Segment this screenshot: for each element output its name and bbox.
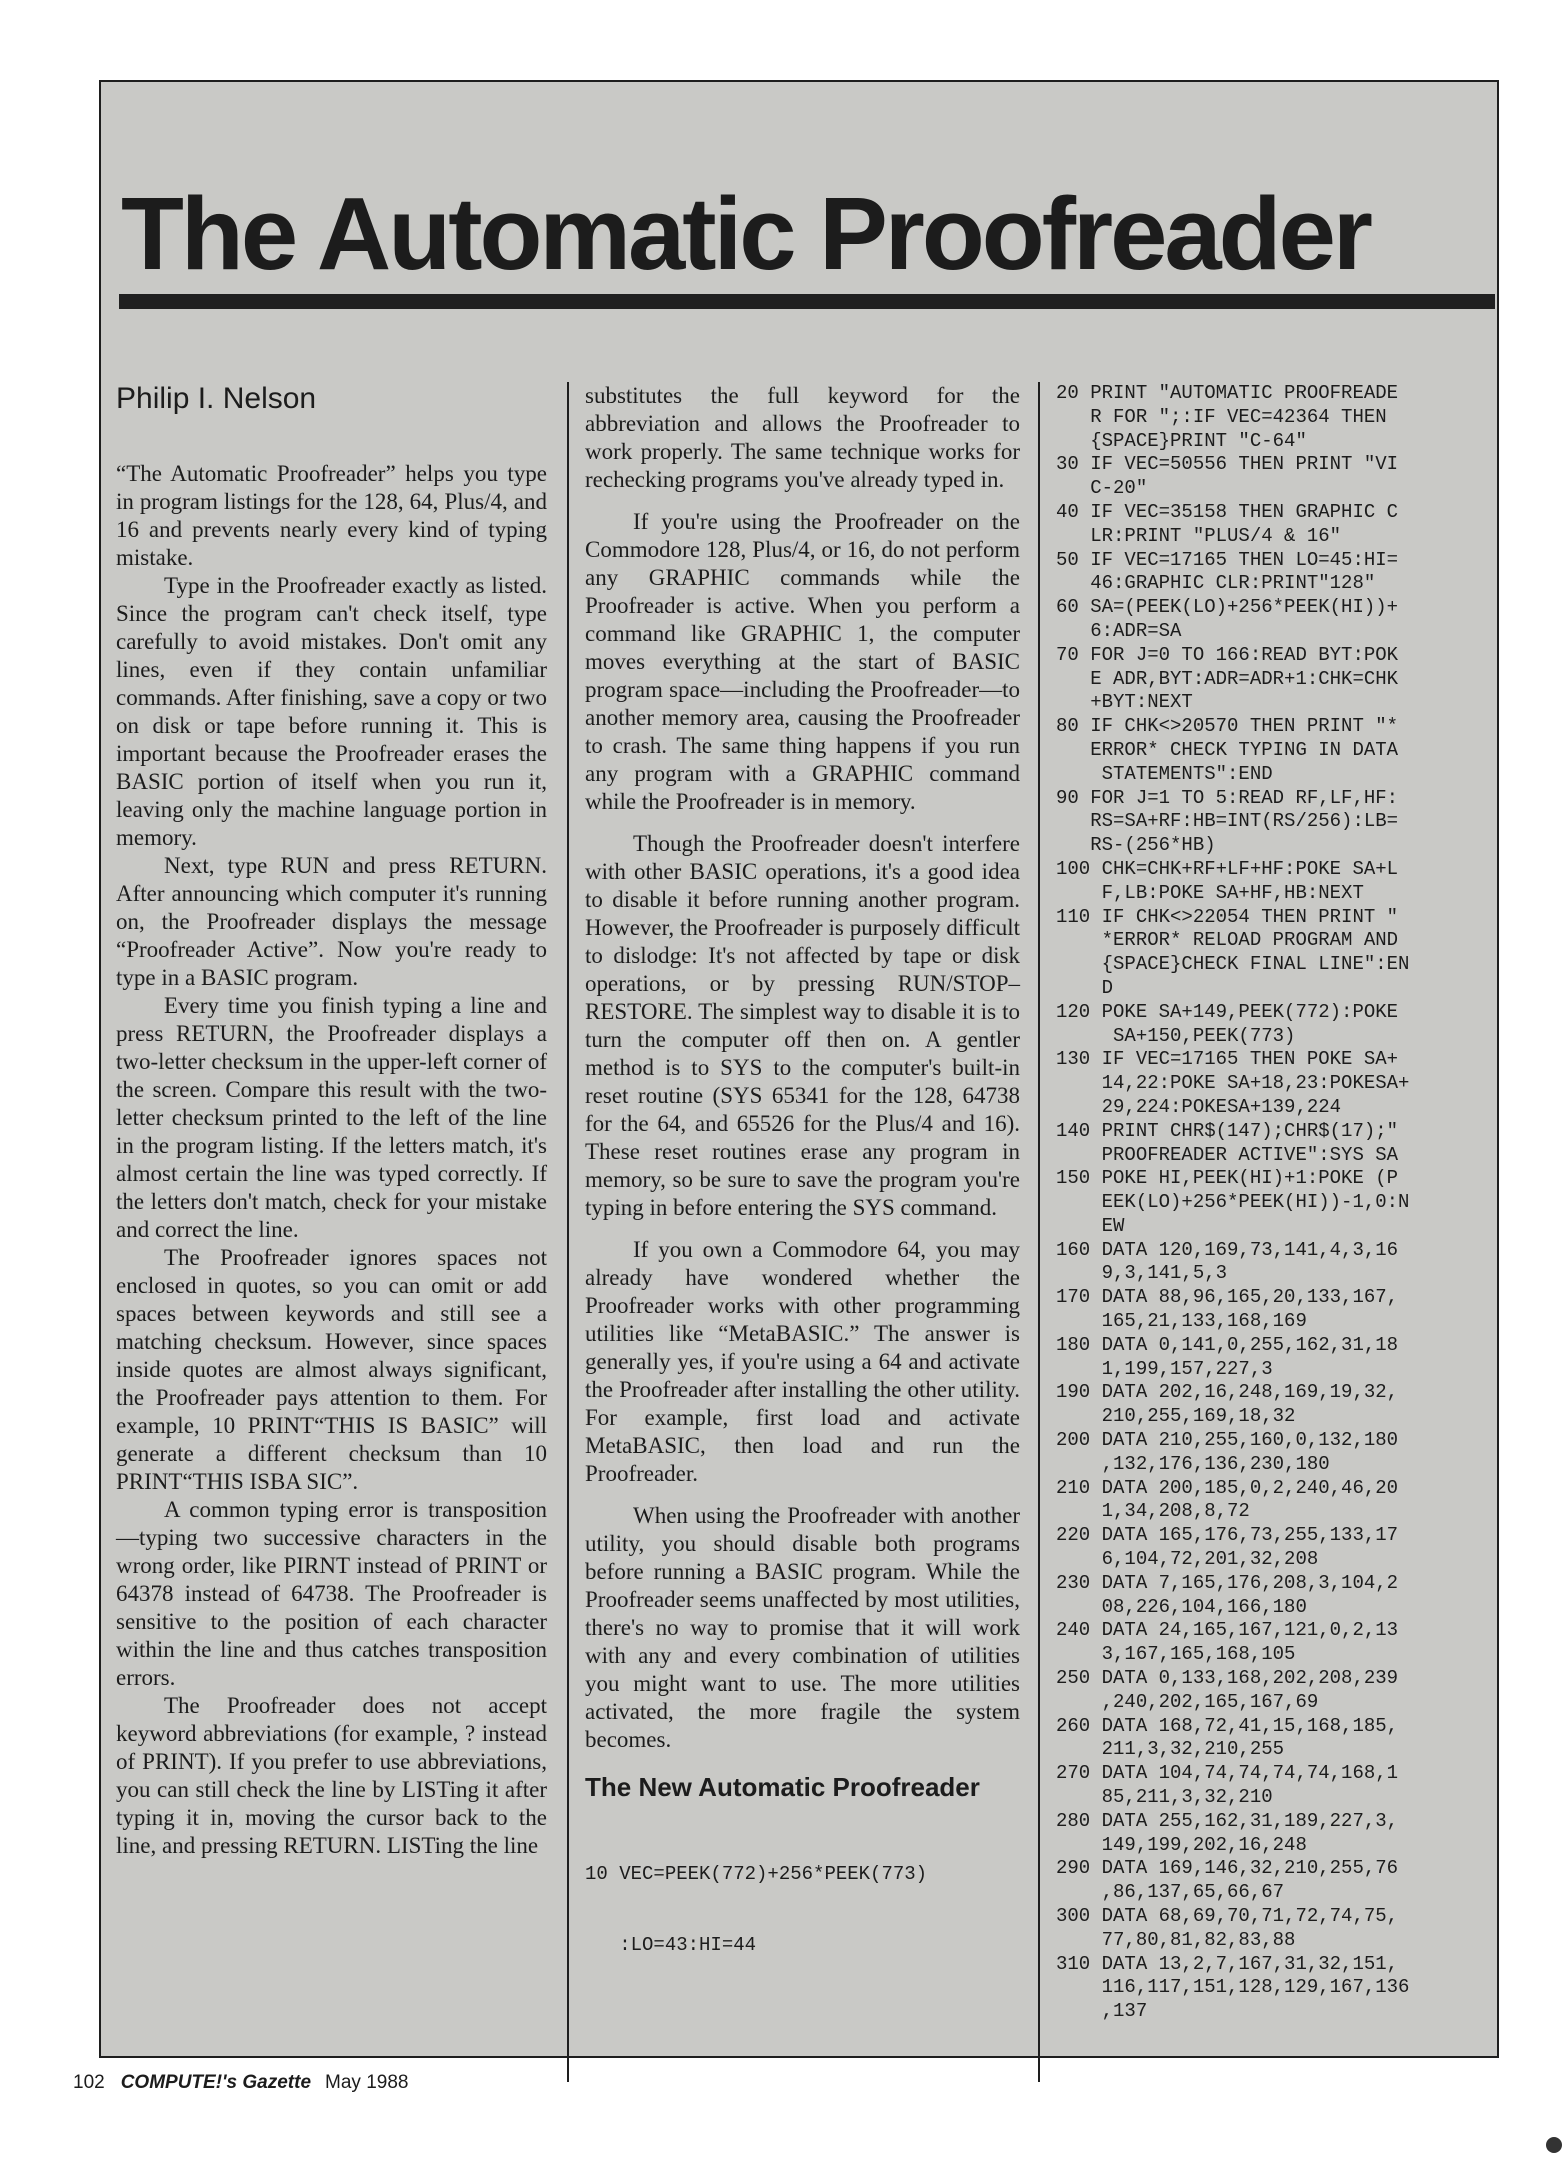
code-line: RS-(256*HB) [1056, 834, 1216, 857]
code-line: ,137 [1056, 2000, 1148, 2023]
code-line: *ERROR* RELOAD PROGRAM AND [1056, 929, 1399, 952]
code-line: EEK(LO)+256*PEEK(HI))-1,0:N [1056, 1191, 1410, 1214]
code-line: C-20" [1056, 477, 1148, 500]
code-line: 200 DATA 210,255,160,0,132,180 [1056, 1429, 1399, 1452]
end-of-article-icon [1546, 2137, 1562, 2153]
listing-subhead: The New Automatic Proofreader [585, 1772, 980, 1802]
code-line: 160 DATA 120,169,73,141,4,3,16 [1056, 1238, 1399, 1261]
code-line: 150 POKE HI,PEEK(HI)+1:POKE (P [1056, 1167, 1399, 1190]
code-line: 210 DATA 200,185,0,2,240,46,20 [1056, 1476, 1399, 1499]
code-line: 120 POKE SA+149,PEEK(772):POKE [1056, 1000, 1399, 1023]
code-line: 80 IF CHK<>20570 THEN PRINT "* [1056, 715, 1399, 738]
code-line: E ADR,BYT:ADR=ADR+1:CHK=CHK [1056, 667, 1399, 690]
code-line: 230 DATA 7,165,176,208,3,104,2 [1056, 1571, 1399, 1594]
code-line: 180 DATA 0,141,0,255,162,31,18 [1056, 1333, 1399, 1356]
code-line: +BYT:NEXT [1056, 691, 1193, 714]
code-line: LR:PRINT "PLUS/4 & 16" [1056, 524, 1342, 547]
code-line: 280 DATA 255,162,31,189,227,3, [1056, 1809, 1399, 1832]
code-line: 90 FOR J=1 TO 5:READ RF,LF,HF: [1056, 786, 1399, 809]
magazine-name: COMPUTE!'s Gazette [120, 2072, 312, 2093]
code-line: 220 DATA 165,176,73,255,133,17 [1056, 1524, 1399, 1547]
code-line: SA+150,PEEK(773) [1056, 1024, 1296, 1047]
paragraph: “The Automatic Proofreader” helps you type in program listings for the 128, 64, Plus/4, and 16 and prevents nearly every kind of typing mistake. [116, 461, 547, 570]
program-listing-column [1056, 382, 1496, 2024]
code-line: 20 PRINT "AUTOMATIC PROOFREADE [1056, 382, 1399, 404]
code-line: 70 FOR J=0 TO 166:READ BYT:POK [1056, 643, 1399, 666]
code-line: 46:GRAPHIC CLR:PRINT"128" [1056, 572, 1376, 595]
issue-date: May 1988 [325, 2072, 409, 2093]
code-line: ,132,176,136,230,180 [1056, 1452, 1330, 1475]
code-line: 250 DATA 0,133,168,202,208,239 [1056, 1667, 1399, 1690]
code-line: 170 DATA 88,96,165,20,133,167, [1056, 1286, 1399, 1309]
code-line: 270 DATA 104,74,74,74,74,168,1 [1056, 1762, 1399, 1785]
page-footer [73, 2072, 408, 2094]
code-line: 130 IF VEC=17165 THEN POKE SA+ [1056, 1048, 1399, 1071]
code-line: 110 IF CHK<>22054 THEN PRINT " [1056, 905, 1399, 928]
code-line: 77,80,81,82,83,88 [1056, 1928, 1296, 1951]
code-line: ,240,202,165,167,69 [1056, 1690, 1319, 1713]
author-byline: Philip I. Nelson [116, 382, 317, 415]
code-line: 190 DATA 202,16,248,169,19,32, [1056, 1381, 1399, 1404]
code-line: 3,167,165,168,105 [1056, 1643, 1296, 1666]
code-line: 300 DATA 68,69,70,71,72,74,75, [1056, 1905, 1399, 1927]
code-line: 116,117,151,128,129,167,136 [1056, 1976, 1410, 1999]
program-listing-start [585, 1815, 1020, 2005]
paragraph: If you own a Commodore 64, you may already have wondered whether the Proofreader works with other programming utilities like “MetaBASIC.” The answer is generally yes, if you're using a 64 and activate the Proofreader after installing the other utility. For example, first load and activate MetaBASIC, then load and run the Proofreader. [585, 1237, 1020, 1486]
code-line: 40 IF VEC=35158 THEN GRAPHIC C [1056, 500, 1399, 523]
code-line: 50 IF VEC=17165 THEN LO=45:HI= [1056, 548, 1399, 571]
paragraph: When using the Proofreader with another utility, you should disable both programs before running a BASIC program. While the Proofreader seems unaffected by most utilities, there's no way to promise that it will work with any and every combination of utilities you might want to use. The more utilities activated, the more fragile the system becomes. [585, 1503, 1020, 1752]
code-line: EW [1056, 1214, 1125, 1237]
code-line: D [1056, 976, 1114, 999]
text-column-1 [116, 382, 547, 1860]
paragraph: A common typing error is transposition—typing two successive characters in the wrong order, like PIRNT instead of PRINT or 64378 instead of 64738. The Proofreader is sensitive to the position of each character within the line and thus catches transposition errors. [116, 1497, 547, 1690]
paragraph: Type in the Proofreader exactly as listed. Since the program can't check itself, type carefully to avoid mistakes. Don't omit any lines, even if they contain unfamiliar commands. After finishing, save a copy or two on disk or tape before running it. This is important because the Proofreader erases the BASIC portion of itself when you run it, leaving only the machine language portion in memory. [116, 573, 547, 850]
code-line: 140 PRINT CHR$(147);CHR$(17);" [1056, 1119, 1399, 1142]
code-line: 210,255,169,18,32 [1056, 1405, 1296, 1428]
code-line: 1,199,157,227,3 [1056, 1357, 1273, 1380]
text-column-2 [585, 382, 1020, 2005]
code-line: 240 DATA 24,165,167,121,0,2,13 [1056, 1619, 1399, 1642]
article-title: The Automatic Proofreader [121, 176, 1370, 291]
code-line: ,86,137,65,66,67 [1056, 1881, 1285, 1904]
paragraph: The Proofreader does not accept keyword abbreviations (for example, ? instead of PRINT). If you prefer to use abbreviations, you can still check the line by LISTing it after typing it in, moving the cursor back to the line, and pressing RETURN. LISTing the line [116, 1693, 547, 1858]
code-line: :LO=43:HI=44 [585, 1933, 757, 1956]
paragraph: Every time you finish typing a line and press RETURN, the Proofreader displays a two-letter checksum in the upper-left corner of the screen. Compare this result with the two-letter checksum printed to the left of the line in the program listing. If the letters match, it's almost certain the line was typed correctly. If the letters don't match, check for your mistake and correct the line. [116, 993, 547, 1242]
code-line: ERROR* CHECK TYPING IN DATA [1056, 738, 1399, 761]
code-line: 165,21,133,168,169 [1056, 1310, 1307, 1333]
code-line: RS=SA+RF:HB=INT(RS/256):LB= [1056, 810, 1399, 833]
program-listing [1056, 382, 1496, 2024]
code-line: F,LB:POKE SA+HF,HB:NEXT [1056, 881, 1364, 904]
article-frame [99, 80, 1499, 2058]
paragraph: Though the Proofreader doesn't interfere with other BASIC operations, it's a good idea to disable it before running another program. However, the Proofreader is purposely difficult to dislodge: It's not affected by tape or disk operations, or by pressing RUN/STOP–RESTORE. The simplest way to disable it is to turn the computer off then on. A gentler method is to SYS to the computer's built-in reset routine (SYS 65341 for the 128, 64738 for the 64, and 65526 for the Plus/4 and 16). These reset routines erase any program in memory, so be sure to save the program you're typing in before entering the SYS command. [585, 831, 1020, 1220]
code-line: 08,226,104,166,180 [1056, 1595, 1307, 1618]
code-line: {SPACE}PRINT "C-64" [1056, 429, 1307, 452]
column-divider [1038, 382, 1040, 2082]
column-divider [567, 382, 569, 2082]
code-line: 6,104,72,201,32,208 [1056, 1548, 1319, 1571]
paragraph: If you're using the Proofreader on the Commodore 128, Plus/4, or 16, do not perform any GRAPHIC commands while the Proofreader is active. When you perform a command like GRAPHIC 1, the computer moves everything at the start of BASIC program space—including the Proofreader—to another memory area, causing the Proofreader to crash. The same thing happens if you run any program with a GRAPHIC command while the Proofreader is in memory. [585, 509, 1020, 814]
code-line: 29,224:POKESA+139,224 [1056, 1095, 1342, 1118]
code-line: 6:ADR=SA [1056, 619, 1182, 642]
code-line: 85,211,3,32,210 [1056, 1786, 1273, 1809]
code-line: 60 SA=(PEEK(LO)+256*PEEK(HI))+ [1056, 596, 1399, 619]
code-line: 1,34,208,8,72 [1056, 1500, 1250, 1523]
code-line: PROOFREADER ACTIVE":SYS SA [1056, 1143, 1399, 1166]
page-number: 102 [73, 2072, 105, 2093]
title-rule [119, 294, 1495, 309]
code-line: 9,3,141,5,3 [1056, 1262, 1228, 1285]
code-line: STATEMENTS":END [1056, 762, 1273, 785]
code-line: 290 DATA 169,146,32,210,255,76 [1056, 1857, 1399, 1880]
paragraph: The Proofreader ignores spaces not enclosed in quotes, so you can omit or add spaces between keywords and still see a matching checksum. However, since spaces inside quotes are almost always significant, the Proofreader pays attention to them. For example, 10 PRINT“THIS IS BASIC” will generate a different checksum than 10 PRINT“THIS ISBA SIC”. [116, 1245, 547, 1494]
code-line: {SPACE}CHECK FINAL LINE":EN [1056, 953, 1410, 976]
code-line: 30 IF VEC=50556 THEN PRINT "VI [1056, 453, 1399, 476]
paragraph: substitutes the full keyword for the abbreviation and allows the Proofreader to work properly. The same technique works for rechecking programs you've already typed in. [585, 383, 1020, 492]
code-line: 10 VEC=PEEK(772)+256*PEEK(773) [585, 1862, 928, 1885]
code-line: 211,3,32,210,255 [1056, 1738, 1285, 1761]
code-line: 149,199,202,16,248 [1056, 1833, 1307, 1856]
code-line: 100 CHK=CHK+RF+LF+HF:POKE SA+L [1056, 857, 1399, 880]
code-line: 14,22:POKE SA+18,23:POKESA+ [1056, 1072, 1410, 1095]
code-line: 260 DATA 168,72,41,15,168,185, [1056, 1714, 1399, 1737]
code-line: 310 DATA 13,2,7,167,31,32,151, [1056, 1952, 1399, 1975]
code-line: R FOR ";:IF VEC=42364 THEN [1056, 405, 1387, 428]
paragraph: Next, type RUN and press RETURN. After announcing which computer it's running on, the Proofreader displays the message “Proofreader Active”. Now you're ready to type in a BASIC program. [116, 853, 547, 990]
